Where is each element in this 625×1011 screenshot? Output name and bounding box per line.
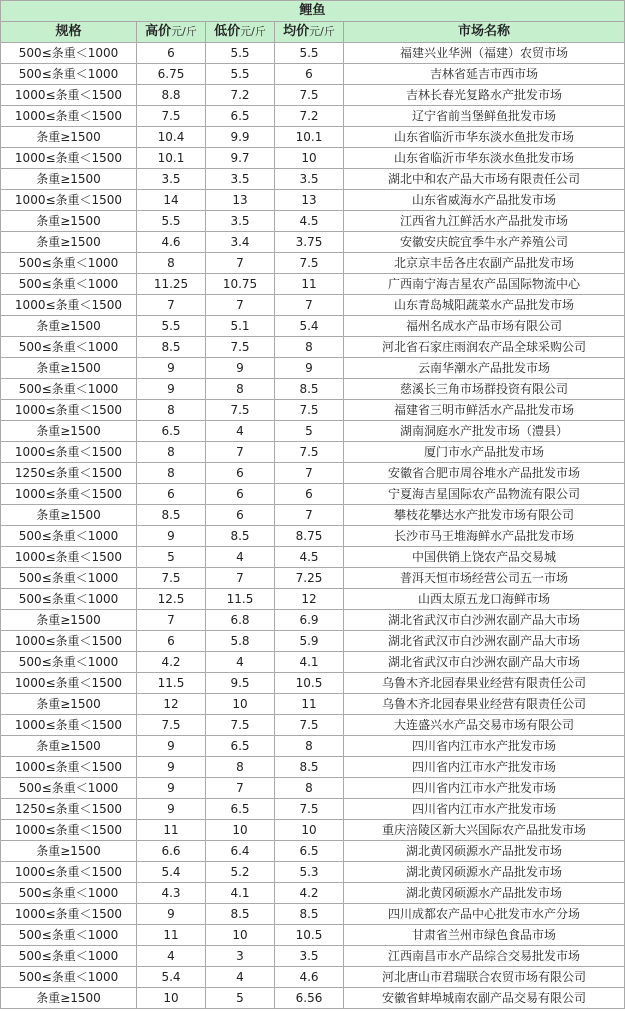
table-row <box>1 883 625 904</box>
table-row <box>1 442 625 463</box>
cell-avg-price: 7 <box>275 463 344 484</box>
cell-spec: 条重≥1500 <box>1 505 137 526</box>
cell-spec: 500≤条重＜1000 <box>1 253 137 274</box>
cell-spec: 条重≥1500 <box>1 736 137 757</box>
cell-high-price: 8 <box>137 400 206 421</box>
cell-avg-price: 4.2 <box>275 883 344 904</box>
cell-spec: 1000≤条重＜1500 <box>1 190 137 211</box>
cell-high-price: 6.5 <box>137 421 206 442</box>
cell-low-price: 3.5 <box>206 169 275 190</box>
cell-avg-price: 10.5 <box>275 925 344 946</box>
cell-market-name: 长沙市马王堆海鲜水产品批发市场 <box>344 526 625 547</box>
cell-high-price: 12 <box>137 694 206 715</box>
cell-low-price: 4.1 <box>206 883 275 904</box>
table-row <box>1 799 625 820</box>
cell-market-name: 广西南宁海吉星农产品国际物流中心 <box>344 274 625 295</box>
cell-avg-price: 6.9 <box>275 610 344 631</box>
cell-avg-price: 7.2 <box>275 106 344 127</box>
cell-high-price: 5.5 <box>137 316 206 337</box>
cell-market-name: 湖南洞庭水产批发市场（澧县） <box>344 421 625 442</box>
cell-low-price: 7 <box>206 442 275 463</box>
table-row <box>1 148 625 169</box>
cell-spec: 500≤条重＜1000 <box>1 883 137 904</box>
cell-spec: 500≤条重＜1000 <box>1 379 137 400</box>
table-body <box>1 43 625 1009</box>
cell-spec: 条重≥1500 <box>1 211 137 232</box>
table-row <box>1 526 625 547</box>
cell-low-price: 8.5 <box>206 904 275 925</box>
table-row <box>1 127 625 148</box>
cell-market-name: 四川成都农产品中心批发市水产分场 <box>344 904 625 925</box>
cell-high-price: 11 <box>137 925 206 946</box>
cell-low-price: 5.5 <box>206 43 275 64</box>
cell-market-name: 安徽省蚌埠城南农副产品交易有限公司 <box>344 988 625 1009</box>
cell-avg-price: 6 <box>275 484 344 505</box>
table-row <box>1 463 625 484</box>
cell-market-name: 山东省临沂市华东淡水鱼批发市场 <box>344 148 625 169</box>
cell-avg-price: 7 <box>275 295 344 316</box>
table-row <box>1 610 625 631</box>
table-row <box>1 337 625 358</box>
cell-spec: 条重≥1500 <box>1 358 137 379</box>
header-market-name: 市场名称 <box>344 22 625 43</box>
cell-spec: 1000≤条重＜1500 <box>1 673 137 694</box>
table-row <box>1 589 625 610</box>
cell-market-name: 安徽省合肥市周谷堆水产品批发市场 <box>344 463 625 484</box>
cell-spec: 1000≤条重＜1500 <box>1 547 137 568</box>
cell-market-name: 乌鲁木齐北园春果业经营有限责任公司 <box>344 673 625 694</box>
cell-market-name: 山东省临沂市华东淡水鱼批发市场 <box>344 127 625 148</box>
cell-low-price: 9 <box>206 358 275 379</box>
table-row <box>1 295 625 316</box>
cell-spec: 1000≤条重＜1500 <box>1 862 137 883</box>
cell-avg-price: 8 <box>275 778 344 799</box>
cell-low-price: 10 <box>206 694 275 715</box>
cell-high-price: 6.75 <box>137 64 206 85</box>
cell-low-price: 6 <box>206 505 275 526</box>
cell-market-name: 湖北黄冈硕源水产品批发市场 <box>344 883 625 904</box>
table-row <box>1 106 625 127</box>
unit-label: 元/斤 <box>309 25 335 38</box>
cell-market-name: 甘肃省兰州市绿色食品市场 <box>344 925 625 946</box>
cell-market-name: 宁夏海吉星国际农产品物流有限公司 <box>344 484 625 505</box>
cell-low-price: 7 <box>206 568 275 589</box>
cell-spec: 500≤条重＜1000 <box>1 274 137 295</box>
table-row <box>1 904 625 925</box>
cell-low-price: 4 <box>206 652 275 673</box>
table-row <box>1 652 625 673</box>
cell-market-name: 攀枝花攀达水产批发市场有限公司 <box>344 505 625 526</box>
cell-high-price: 9 <box>137 778 206 799</box>
cell-low-price: 10 <box>206 820 275 841</box>
cell-avg-price: 4.6 <box>275 967 344 988</box>
table-row <box>1 379 625 400</box>
cell-spec: 1000≤条重＜1500 <box>1 904 137 925</box>
cell-avg-price: 6.5 <box>275 841 344 862</box>
cell-avg-price: 8 <box>275 337 344 358</box>
cell-avg-price: 8.5 <box>275 904 344 925</box>
cell-market-name: 福建兴业华洲（福建）农贸市场 <box>344 43 625 64</box>
cell-low-price: 6.5 <box>206 736 275 757</box>
table-row <box>1 211 625 232</box>
cell-market-name: 湖北省武汉市白沙洲农副产品大市场 <box>344 652 625 673</box>
cell-spec: 1000≤条重＜1500 <box>1 85 137 106</box>
table-row <box>1 778 625 799</box>
cell-avg-price: 7.25 <box>275 568 344 589</box>
cell-avg-price: 10.1 <box>275 127 344 148</box>
cell-high-price: 3.5 <box>137 169 206 190</box>
cell-spec: 500≤条重＜1000 <box>1 64 137 85</box>
cell-market-name: 四川省内江市水产批发市场 <box>344 778 625 799</box>
cell-spec: 1000≤条重＜1500 <box>1 442 137 463</box>
cell-avg-price: 10 <box>275 820 344 841</box>
cell-high-price: 5.4 <box>137 967 206 988</box>
cell-spec: 500≤条重＜1000 <box>1 925 137 946</box>
table-row <box>1 841 625 862</box>
cell-low-price: 6.8 <box>206 610 275 631</box>
unit-label: 元/斤 <box>240 25 266 38</box>
cell-spec: 500≤条重＜1000 <box>1 967 137 988</box>
cell-spec: 500≤条重＜1000 <box>1 337 137 358</box>
cell-low-price: 4 <box>206 421 275 442</box>
cell-high-price: 8.5 <box>137 505 206 526</box>
cell-low-price: 9.9 <box>206 127 275 148</box>
cell-market-name: 安徽安庆皖宜季牛水产养殖公司 <box>344 232 625 253</box>
cell-high-price: 5.4 <box>137 862 206 883</box>
cell-avg-price: 10 <box>275 148 344 169</box>
cell-spec: 500≤条重＜1000 <box>1 589 137 610</box>
cell-avg-price: 4.5 <box>275 211 344 232</box>
cell-low-price: 3.4 <box>206 232 275 253</box>
cell-spec: 500≤条重＜1000 <box>1 778 137 799</box>
cell-avg-price: 3.5 <box>275 946 344 967</box>
cell-spec: 500≤条重＜1000 <box>1 43 137 64</box>
cell-avg-price: 5.3 <box>275 862 344 883</box>
cell-spec: 条重≥1500 <box>1 988 137 1009</box>
table-row <box>1 358 625 379</box>
cell-low-price: 6.5 <box>206 799 275 820</box>
cell-market-name: 云南华潮水产品批发市场 <box>344 358 625 379</box>
cell-avg-price: 12 <box>275 589 344 610</box>
cell-spec: 500≤条重＜1000 <box>1 946 137 967</box>
cell-low-price: 7.5 <box>206 400 275 421</box>
table-row <box>1 547 625 568</box>
cell-high-price: 4.2 <box>137 652 206 673</box>
cell-spec: 条重≥1500 <box>1 694 137 715</box>
cell-market-name: 山西太原五龙口海鲜市场 <box>344 589 625 610</box>
cell-avg-price: 5.5 <box>275 43 344 64</box>
table-row <box>1 64 625 85</box>
cell-high-price: 7.5 <box>137 715 206 736</box>
cell-low-price: 8 <box>206 757 275 778</box>
cell-low-price: 5.8 <box>206 631 275 652</box>
cell-high-price: 7 <box>137 295 206 316</box>
cell-spec: 条重≥1500 <box>1 841 137 862</box>
cell-high-price: 11.25 <box>137 274 206 295</box>
cell-avg-price: 7.5 <box>275 799 344 820</box>
cell-avg-price: 5 <box>275 421 344 442</box>
cell-high-price: 8 <box>137 442 206 463</box>
cell-high-price: 9 <box>137 799 206 820</box>
cell-spec: 条重≥1500 <box>1 316 137 337</box>
cell-market-name: 江西省九江鲜活水产品批发市场 <box>344 211 625 232</box>
cell-low-price: 4 <box>206 547 275 568</box>
cell-high-price: 10 <box>137 988 206 1009</box>
cell-avg-price: 11 <box>275 694 344 715</box>
cell-avg-price: 5.9 <box>275 631 344 652</box>
table-row <box>1 232 625 253</box>
cell-market-name: 四川省内江市水产批发市场 <box>344 736 625 757</box>
table-row <box>1 43 625 64</box>
table-row <box>1 85 625 106</box>
cell-high-price: 7 <box>137 610 206 631</box>
cell-avg-price: 3.75 <box>275 232 344 253</box>
cell-market-name: 湖北中和农产品大市场有限责任公司 <box>344 169 625 190</box>
cell-market-name: 普洱天恒市场经营公司五一市场 <box>344 568 625 589</box>
cell-avg-price: 8.75 <box>275 526 344 547</box>
cell-spec: 1250≤条重＜1500 <box>1 799 137 820</box>
cell-market-name: 辽宁省前当堡鲜鱼批发市场 <box>344 106 625 127</box>
table-row <box>1 694 625 715</box>
table-row <box>1 421 625 442</box>
cell-avg-price: 7.5 <box>275 85 344 106</box>
cell-high-price: 8 <box>137 463 206 484</box>
header-low-price: 低价元/斤 <box>206 22 275 43</box>
table-row <box>1 757 625 778</box>
cell-market-name: 山东青岛城阳蔬菜水产品批发市场 <box>344 295 625 316</box>
title-row <box>1 1 625 22</box>
cell-spec: 条重≥1500 <box>1 421 137 442</box>
cell-avg-price: 13 <box>275 190 344 211</box>
cell-high-price: 6 <box>137 43 206 64</box>
cell-spec: 1000≤条重＜1500 <box>1 757 137 778</box>
cell-high-price: 7.5 <box>137 568 206 589</box>
cell-avg-price: 6.56 <box>275 988 344 1009</box>
table-row <box>1 169 625 190</box>
cell-market-name: 重庆涪陵区新大兴国际农产品批发市场 <box>344 820 625 841</box>
cell-spec: 条重≥1500 <box>1 610 137 631</box>
cell-spec: 500≤条重＜1000 <box>1 568 137 589</box>
cell-high-price: 4.6 <box>137 232 206 253</box>
cell-low-price: 5.5 <box>206 64 275 85</box>
cell-spec: 500≤条重＜1000 <box>1 652 137 673</box>
table-row <box>1 400 625 421</box>
cell-low-price: 9.5 <box>206 673 275 694</box>
cell-low-price: 6.5 <box>206 106 275 127</box>
cell-market-name: 湖北黄冈硕源水产品批发市场 <box>344 862 625 883</box>
cell-high-price: 11 <box>137 820 206 841</box>
cell-high-price: 8.5 <box>137 337 206 358</box>
table-row <box>1 715 625 736</box>
cell-market-name: 四川省内江市水产批发市场 <box>344 757 625 778</box>
cell-market-name: 北京京丰岳各庄农副产品批发市场 <box>344 253 625 274</box>
cell-market-name: 大连盛兴水产品交易市场有限公司 <box>344 715 625 736</box>
table-row <box>1 631 625 652</box>
unit-label: 元/斤 <box>171 25 197 38</box>
cell-high-price: 9 <box>137 358 206 379</box>
table-row <box>1 190 625 211</box>
cell-high-price: 4.3 <box>137 883 206 904</box>
cell-avg-price: 3.5 <box>275 169 344 190</box>
cell-market-name: 中国供销上饶农产品交易城 <box>344 547 625 568</box>
table-row <box>1 505 625 526</box>
cell-avg-price: 7 <box>275 505 344 526</box>
cell-market-name: 慈溪长三角市场群投资有限公司 <box>344 379 625 400</box>
cell-high-price: 9 <box>137 757 206 778</box>
cell-high-price: 5.5 <box>137 211 206 232</box>
header-high-price: 高价元/斤 <box>137 22 206 43</box>
table-row <box>1 967 625 988</box>
cell-market-name: 江西南昌市水产品综合交易批发市场 <box>344 946 625 967</box>
cell-high-price: 9 <box>137 526 206 547</box>
cell-market-name: 厦门市水产品批发市场 <box>344 442 625 463</box>
cell-low-price: 9.7 <box>206 148 275 169</box>
cell-spec: 1000≤条重＜1500 <box>1 295 137 316</box>
cell-low-price: 7.2 <box>206 85 275 106</box>
cell-low-price: 4 <box>206 967 275 988</box>
cell-market-name: 湖北黄冈硕源水产品批发市场 <box>344 841 625 862</box>
cell-high-price: 5 <box>137 547 206 568</box>
cell-market-name: 乌鲁木齐北园春果业经营有限责任公司 <box>344 694 625 715</box>
cell-avg-price: 7.5 <box>275 715 344 736</box>
cell-avg-price: 10.5 <box>275 673 344 694</box>
cell-low-price: 7.5 <box>206 337 275 358</box>
cell-avg-price: 8 <box>275 736 344 757</box>
cell-market-name: 福州名成水产品市场有限公司 <box>344 316 625 337</box>
cell-high-price: 14 <box>137 190 206 211</box>
header-spec: 规格 <box>1 22 137 43</box>
table-row <box>1 253 625 274</box>
cell-low-price: 8 <box>206 379 275 400</box>
cell-avg-price: 8.5 <box>275 379 344 400</box>
cell-low-price: 7 <box>206 295 275 316</box>
cell-high-price: 9 <box>137 379 206 400</box>
cell-spec: 1000≤条重＜1500 <box>1 820 137 841</box>
cell-market-name: 山东省威海水产品批发市场 <box>344 190 625 211</box>
table-row <box>1 925 625 946</box>
cell-low-price: 7 <box>206 778 275 799</box>
cell-market-name: 吉林长春光复路水产批发市场 <box>344 85 625 106</box>
cell-high-price: 9 <box>137 736 206 757</box>
table-row <box>1 316 625 337</box>
cell-market-name: 河北省石家庄雨润农产品全球采购公司 <box>344 337 625 358</box>
table-title: 鲤鱼 <box>1 1 625 22</box>
header-avg-price: 均价元/斤 <box>275 22 344 43</box>
cell-low-price: 10.75 <box>206 274 275 295</box>
cell-avg-price: 11 <box>275 274 344 295</box>
cell-high-price: 8.8 <box>137 85 206 106</box>
cell-spec: 1000≤条重＜1500 <box>1 631 137 652</box>
cell-high-price: 11.5 <box>137 673 206 694</box>
cell-avg-price: 7.5 <box>275 442 344 463</box>
cell-high-price: 6 <box>137 484 206 505</box>
cell-spec: 条重≥1500 <box>1 232 137 253</box>
cell-market-name: 吉林省延吉市西市场 <box>344 64 625 85</box>
cell-avg-price: 7.5 <box>275 400 344 421</box>
table-row <box>1 673 625 694</box>
cell-low-price: 10 <box>206 925 275 946</box>
cell-high-price: 10.1 <box>137 148 206 169</box>
header-row <box>1 22 625 43</box>
cell-low-price: 7 <box>206 253 275 274</box>
cell-spec: 1000≤条重＜1500 <box>1 106 137 127</box>
table-row <box>1 274 625 295</box>
cell-high-price: 12.5 <box>137 589 206 610</box>
cell-low-price: 11.5 <box>206 589 275 610</box>
cell-avg-price: 5.4 <box>275 316 344 337</box>
cell-low-price: 6 <box>206 463 275 484</box>
cell-market-name: 福建省三明市鲜活水产品批发市场 <box>344 400 625 421</box>
cell-spec: 1000≤条重＜1500 <box>1 715 137 736</box>
table-row <box>1 568 625 589</box>
table-row <box>1 862 625 883</box>
cell-low-price: 5 <box>206 988 275 1009</box>
cell-spec: 1000≤条重＜1500 <box>1 400 137 421</box>
cell-market-name: 湖北省武汉市白沙洲农副产品大市场 <box>344 631 625 652</box>
cell-low-price: 5.1 <box>206 316 275 337</box>
cell-high-price: 7.5 <box>137 106 206 127</box>
cell-avg-price: 7.5 <box>275 253 344 274</box>
cell-avg-price: 6 <box>275 64 344 85</box>
table-row <box>1 988 625 1009</box>
table-row <box>1 484 625 505</box>
cell-spec: 1000≤条重＜1500 <box>1 148 137 169</box>
cell-avg-price: 9 <box>275 358 344 379</box>
cell-market-name: 湖北省武汉市白沙洲农副产品大市场 <box>344 610 625 631</box>
cell-avg-price: 8.5 <box>275 757 344 778</box>
cell-low-price: 3 <box>206 946 275 967</box>
cell-low-price: 3.5 <box>206 211 275 232</box>
cell-high-price: 8 <box>137 253 206 274</box>
cell-market-name: 四川省内江市水产批发市场 <box>344 799 625 820</box>
table-row <box>1 736 625 757</box>
cell-high-price: 10.4 <box>137 127 206 148</box>
cell-market-name: 河北唐山市君瑞联合农贸市场有限公司 <box>344 967 625 988</box>
cell-low-price: 5.2 <box>206 862 275 883</box>
cell-low-price: 7.5 <box>206 715 275 736</box>
cell-spec: 条重≥1500 <box>1 169 137 190</box>
cell-low-price: 13 <box>206 190 275 211</box>
cell-spec: 500≤条重＜1000 <box>1 526 137 547</box>
cell-avg-price: 4.5 <box>275 547 344 568</box>
table-row <box>1 946 625 967</box>
cell-high-price: 6.6 <box>137 841 206 862</box>
cell-low-price: 6.4 <box>206 841 275 862</box>
table-row <box>1 820 625 841</box>
cell-low-price: 6 <box>206 484 275 505</box>
cell-high-price: 4 <box>137 946 206 967</box>
cell-low-price: 8.5 <box>206 526 275 547</box>
cell-avg-price: 4.1 <box>275 652 344 673</box>
cell-spec: 1250≤条重＜1500 <box>1 463 137 484</box>
cell-high-price: 9 <box>137 904 206 925</box>
cell-high-price: 6 <box>137 631 206 652</box>
cell-spec: 条重≥1500 <box>1 127 137 148</box>
cell-spec: 1000≤条重＜1500 <box>1 484 137 505</box>
